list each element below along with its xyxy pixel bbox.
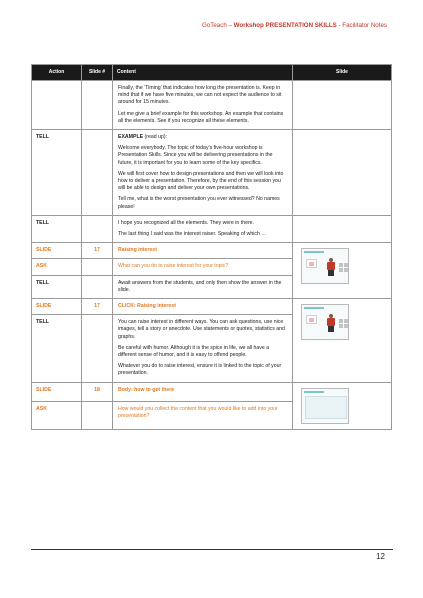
column-header-slide: Slide — [293, 65, 392, 81]
page-number: 12 — [376, 552, 385, 561]
table-row — [32, 382, 392, 401]
action-cell: TELL — [32, 215, 82, 242]
document-header — [202, 22, 387, 29]
content-paragraph: Whatever you do to raise interest, ensure it is linked to the topic of your presentation. — [118, 363, 282, 377]
content-paragraph: Welcome everybody. The topic of today’s five-hour workshop is Presentation Skills. Since you will be delivering presentations in the future, it is important for you to learn some of the key specifics. — [118, 145, 273, 166]
table-row — [32, 215, 392, 242]
slide-thumbnail-cell — [293, 299, 392, 383]
slide-number-cell — [82, 259, 113, 275]
slide-thumbnail-cell — [293, 215, 392, 242]
content-cell: Body: how to get there — [113, 382, 293, 401]
content-paragraph: The last thing I said was the interest raiser. Speaking of which … — [118, 231, 267, 238]
slide-number-cell: 17 — [82, 299, 113, 315]
slide-thumbnail-image — [301, 304, 349, 340]
action-cell: SLIDE — [32, 382, 82, 401]
content-paragraph: We will first cover how to design presentations and then we will look into how to deliver a presentation. Therefore, by the end of this session you will be able to design and deliver your own presentations. — [118, 170, 284, 192]
slide-thumbnail-cell — [293, 382, 392, 429]
action-cell: ASK — [32, 401, 82, 429]
action-cell: ASK — [32, 259, 82, 275]
content-cell: CLICK: Raising interest — [113, 299, 293, 315]
slide-number-cell — [82, 81, 113, 130]
example-label: EXAMPLE — [118, 134, 144, 141]
column-header-content: Content — [113, 65, 293, 81]
action-cell — [32, 81, 82, 130]
content-paragraph: I hope you recognized all the elements. They were in there. — [118, 219, 255, 226]
content-paragraph: You can raise interest in different ways. You can ask questions, use nice images, tell a story or anecdote. Use statements or quotes, statistics and graphs. — [118, 319, 285, 340]
content-cell: What can you do to raise interest for your topic? — [113, 259, 293, 275]
slide-thumbnail-cell — [293, 243, 392, 299]
content-paragraph: Let me give a brief example for this workshop. An example that contains all the elements. See if you recognize all these elements. — [118, 110, 284, 124]
slide-number-cell: 18 — [82, 382, 113, 401]
header-suffix: - Facilitator Notes — [336, 22, 387, 29]
slide-number-cell — [82, 215, 113, 242]
slide-number-cell: 17 — [82, 243, 113, 259]
footer-divider — [31, 549, 393, 550]
content-cell — [113, 315, 293, 382]
header-title: Workshop PRESENTATION SKILLS — [233, 22, 337, 29]
action-cell: SLIDE — [32, 299, 82, 315]
table-row — [32, 130, 392, 216]
slide-number-cell — [82, 130, 113, 216]
content-cell: How would you collect the content that you would like to add into your presentation? — [113, 401, 293, 429]
slide-number-cell — [82, 275, 113, 298]
header-prefix: GoTeach – — [202, 22, 234, 29]
slide-thumbnail-image — [301, 248, 349, 284]
content-cell — [113, 81, 293, 130]
content-cell — [113, 215, 293, 242]
table-row — [32, 299, 392, 315]
content-cell: Raising interest — [113, 243, 293, 259]
content-cell: Await answers from the students, and only then show the answer in the slide. — [113, 275, 293, 298]
table-header-row — [32, 65, 392, 81]
slide-thumbnail-image — [301, 388, 349, 424]
example-note: (read up): — [143, 134, 168, 141]
content-cell — [113, 130, 293, 216]
slide-thumbnail-cell — [293, 81, 392, 130]
content-paragraph: Tell me, what is the worst presentation you ever witnessed? No names please! — [118, 196, 280, 210]
facilitator-notes-table — [31, 64, 392, 430]
content-paragraph: Finally, the ‘Timing’ that indicates how long the presentation is. Keep in mind that if we have five minutes, we can not expect the audience to sit around for 15 minutes. — [118, 85, 282, 106]
table-row — [32, 81, 392, 130]
action-cell: TELL — [32, 275, 82, 298]
content-paragraph: Be careful with humor. Although it is the spice in life, we all have a different sense of humor, and it is easy to offend people. — [118, 344, 270, 359]
content-paragraph — [118, 134, 287, 141]
action-cell: SLIDE — [32, 243, 82, 259]
slide-number-cell — [82, 401, 113, 429]
column-header-action: Action — [32, 65, 82, 81]
slide-number-cell — [82, 315, 113, 382]
action-cell: TELL — [32, 315, 82, 382]
action-cell: TELL — [32, 130, 82, 216]
column-header-slide-number: Slide # — [82, 65, 113, 81]
slide-thumbnail-cell — [293, 130, 392, 216]
table-row — [32, 243, 392, 259]
